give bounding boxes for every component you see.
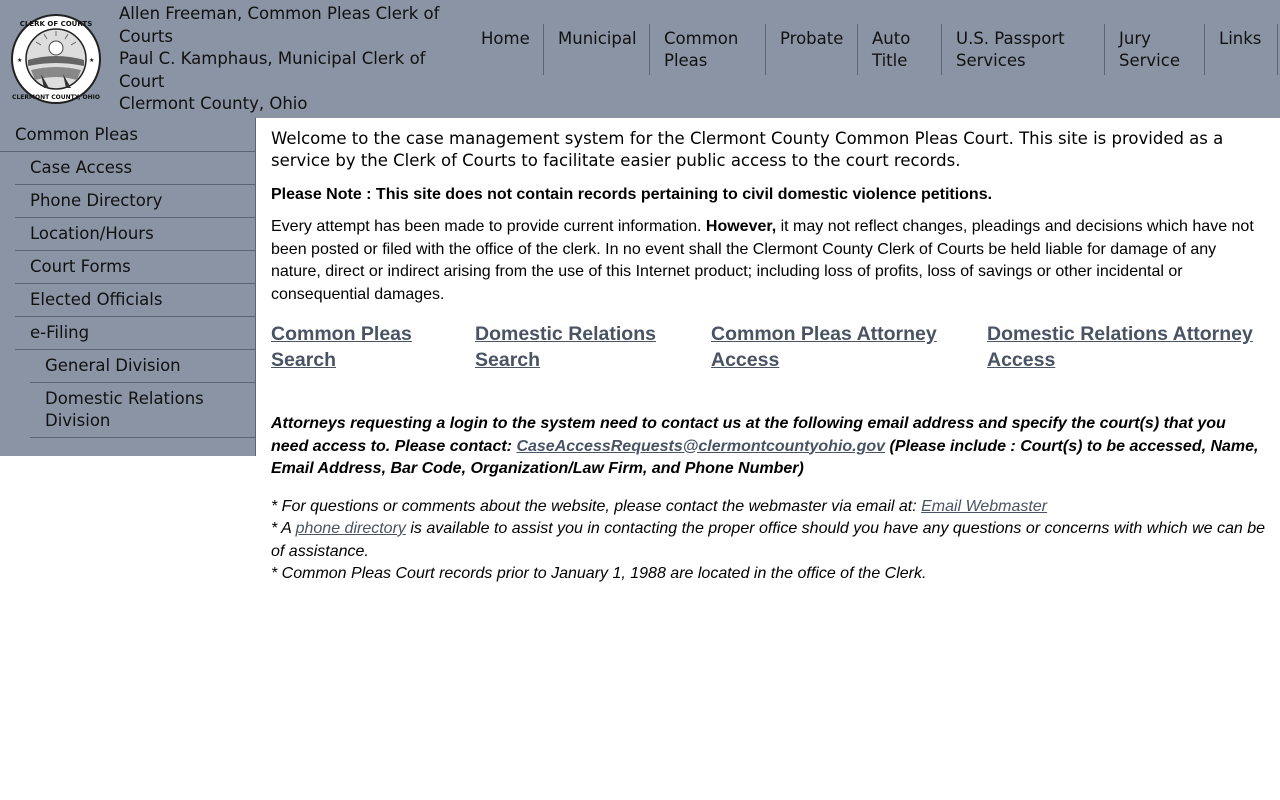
nav-common-pleas[interactable]: Common Pleas xyxy=(650,24,766,75)
top-nav xyxy=(467,24,1278,79)
common-pleas-clerk-line: Allen Freeman, Common Pleas Clerk of Courts xyxy=(119,4,440,46)
email-webmaster-link[interactable]: Email Webmaster xyxy=(921,497,1048,515)
nav-auto-title[interactable]: Auto Title xyxy=(858,24,942,75)
domestic-relations-search-link[interactable]: Domestic Relations Search xyxy=(475,323,656,371)
main-content xyxy=(271,128,1266,586)
nav-jury-service[interactable]: Jury Service xyxy=(1105,24,1205,75)
dv-petitions-note: Please Note : This site does not contain records pertaining to civil domestic violence petitions. xyxy=(271,186,993,203)
county-line: Clermont County, Ohio xyxy=(119,94,308,113)
sidebar-item-common-pleas[interactable]: Common Pleas xyxy=(0,118,255,152)
sidebar-item-phone-directory[interactable]: Phone Directory xyxy=(15,185,255,218)
welcome-text: Welcome to the case management system for the Clermont County Common Pleas Court. This site is provided as a service by the Clerk of Courts to facilitate easier public access to the court records. xyxy=(271,129,1224,170)
sidebar-item-location-hours[interactable]: Location/Hours xyxy=(15,218,255,251)
sidebar-item-case-access[interactable]: Case Access xyxy=(15,152,255,185)
sidebar-item-court-forms[interactable]: Court Forms xyxy=(15,251,255,284)
records-note: * Common Pleas Court records prior to January 1, 1988 are located in the office of the Clerk. xyxy=(271,565,927,582)
phone-directory-link[interactable]: phone directory xyxy=(295,520,406,537)
attorney-login-info xyxy=(271,413,1266,481)
disclaimer-post: it may not reflect changes, pleadings and decisions which have not been posted or filed with the office of the clerk. In no event shall the Clermont County Clerk of Courts be held liable for damage of any nature, direct or indirect arising from the use of this Internet product; including loss of profits, loss of savings or other incidental or consequential damages. xyxy=(271,218,1254,303)
attorney-post: (Please include : Court(s) to be accessed, Name, Email Address, Bar Code, Organization/Law Firm, and Phone Number) xyxy=(271,437,1259,477)
svg-text:★: ★ xyxy=(17,57,23,64)
nav-probate[interactable]: Probate xyxy=(766,24,858,75)
clerk-of-courts-seal-logo[interactable] xyxy=(11,14,101,104)
clerk-titles xyxy=(119,3,449,116)
search-links-row xyxy=(271,321,1266,393)
sidebar-item-general-division[interactable]: General Division xyxy=(30,350,255,383)
nav-links[interactable]: Links xyxy=(1205,24,1278,75)
svg-text:CLERK OF COURTS: CLERK OF COURTS xyxy=(19,20,93,28)
case-access-email-link[interactable]: CaseAccessRequests@clermontcountyohio.gov xyxy=(516,437,886,455)
phone-note-pre: * A xyxy=(271,520,296,537)
disclaimer-however: However, xyxy=(705,218,777,235)
phone-directory-note xyxy=(271,518,1266,563)
svg-text:CLERMONT COUNTY, OHIO: CLERMONT COUNTY, OHIO xyxy=(12,94,100,101)
footer-notes xyxy=(271,496,1266,586)
nav-passport-services[interactable]: U.S. Passport Services xyxy=(942,24,1105,75)
site-header xyxy=(0,0,1280,118)
svg-text:★: ★ xyxy=(89,57,95,64)
disclaimer xyxy=(271,216,1266,306)
disclaimer-pre: Every attempt has been made to provide current information. xyxy=(271,218,706,235)
phone-note-post: is available to assist you in contacting the proper office should you have any questions or concerns with which we can be of assistance. xyxy=(271,520,1266,560)
nav-municipal[interactable]: Municipal xyxy=(544,24,650,75)
sidebar xyxy=(0,118,256,456)
sidebar-item-domestic-relations-division[interactable]: Domestic Relations Division xyxy=(30,383,255,438)
webmaster-note-text: * For questions or comments about the website, please contact the webmaster via email at: xyxy=(271,497,922,515)
attorney-pre: Attorneys requesting a login to the system need to contact us at the following email address and specify the court(s) that you need access to. Please contact: xyxy=(271,415,1226,455)
domestic-relations-attorney-access-link[interactable]: Domestic Relations Attorney Access xyxy=(987,323,1253,371)
common-pleas-search-link[interactable]: Common Pleas Search xyxy=(271,323,412,371)
sidebar-item-e-filing[interactable]: e-Filing xyxy=(15,317,255,350)
webmaster-note xyxy=(271,496,1266,519)
nav-home[interactable]: Home xyxy=(467,24,544,75)
municipal-clerk-line: Paul C. Kamphaus, Municipal Clerk of Court xyxy=(119,49,426,91)
sidebar-item-elected-officials[interactable]: Elected Officials xyxy=(15,284,255,317)
common-pleas-attorney-access-link[interactable]: Common Pleas Attorney Access xyxy=(711,323,937,371)
